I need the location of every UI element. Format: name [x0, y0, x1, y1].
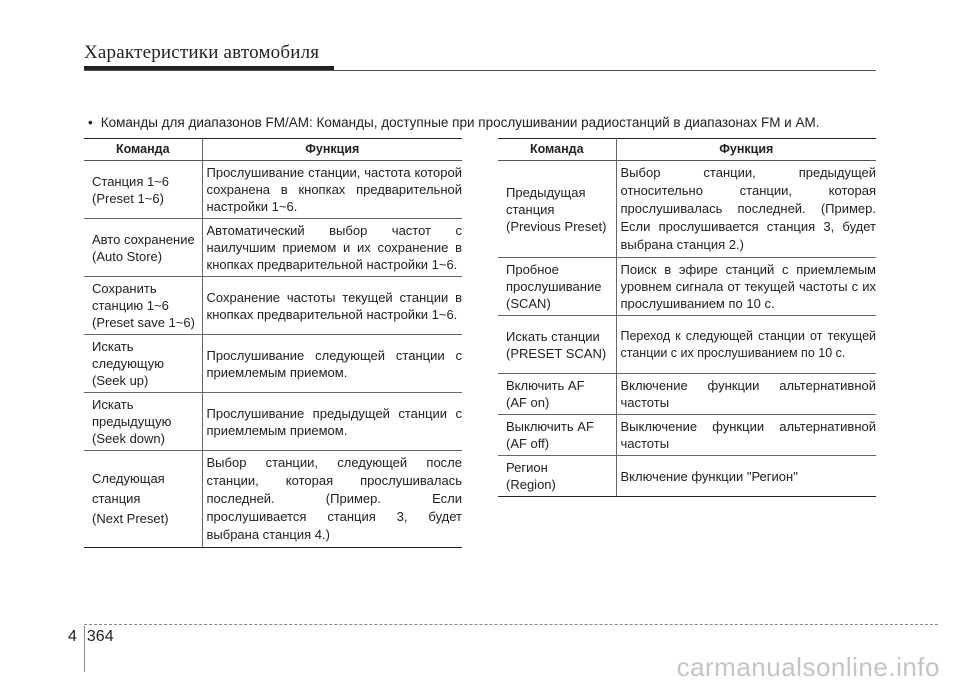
intro-text: Команды для диапазонов FM/AM: Команды, доступные при прослушивании радиостанций в диапазонах FM и AM.	[100, 115, 820, 130]
command-cell	[498, 374, 616, 415]
column-header-command: Команда	[84, 139, 202, 161]
column-header-function: Функция	[616, 139, 876, 161]
function-text: Переход к следующей станции от текущей станции с их прослушиванием по 10 с.	[620, 328, 876, 360]
command-text: Искать следующую (Seek up)	[92, 339, 164, 388]
table-row	[84, 393, 462, 451]
function-text: Выбор станции, предыдущей относительно станции, которая прослушивалась последней. (Пример. Если прослушивается станция 3, будет выбрана станция 2.)	[620, 165, 876, 252]
command-text: Авто сохранение (Auto Store)	[92, 231, 195, 264]
table-row	[498, 316, 876, 374]
page-header-title: Характеристики автомобиля	[84, 42, 320, 63]
command-text: Пробное прослушивание (SCAN)	[506, 262, 602, 311]
column-header-command: Команда	[498, 139, 616, 161]
command-cell	[498, 258, 616, 316]
command-cell	[498, 161, 616, 258]
command-cell	[84, 219, 202, 277]
table-row	[498, 258, 876, 316]
chapter-number: 4	[68, 628, 77, 645]
command-cell	[84, 277, 202, 335]
left-command-table	[84, 138, 462, 548]
column-header-function: Функция	[202, 139, 462, 161]
function-text: Прослушивание станции, частота которой сохранена в кнопках предварительной настройки 1~6.	[206, 165, 462, 214]
page-number-value: 364	[86, 628, 114, 645]
function-text: Поиск в эфире станций с приемлемым уровнем сигнала от текущей частоты с их прослушиванием по 10 с.	[620, 262, 876, 311]
command-cell	[84, 451, 202, 548]
page-number	[68, 628, 114, 646]
function-cell	[202, 393, 462, 451]
table-row	[84, 219, 462, 277]
command-text: Сохранить станцию 1~6 (Preset save 1~6)	[92, 281, 195, 330]
function-cell	[202, 161, 462, 219]
function-text: Включение функции альтернативной частоты	[620, 378, 876, 410]
function-cell	[616, 456, 876, 497]
bullet-icon: •	[88, 115, 93, 130]
function-cell	[616, 374, 876, 415]
command-cell	[84, 393, 202, 451]
command-text: Искать предыдущую (Seek down)	[92, 397, 172, 446]
function-cell	[202, 451, 462, 548]
function-text: Сохранение частоты текущей станции в кнопках предварительной настройки 1~6.	[206, 289, 462, 322]
table-row	[84, 161, 462, 219]
function-text: Прослушивание предыдущей станции с приемлемым приемом.	[206, 405, 462, 438]
function-cell	[616, 316, 876, 374]
command-text: Включить AF (AF on)	[506, 378, 585, 410]
function-cell	[202, 219, 462, 277]
table-row	[498, 456, 876, 497]
table-header-row	[498, 139, 876, 161]
table-row	[84, 277, 462, 335]
command-text: Предыдущая станция (Previous Preset)	[506, 184, 607, 234]
function-text: Прослушивание следующей станции с приемлемым приемом.	[206, 347, 462, 380]
command-text: Регион (Region)	[506, 460, 556, 492]
table-row	[498, 374, 876, 415]
command-text: Следующая станция (Next Preset)	[92, 471, 169, 526]
command-text: Выключить AF (AF off)	[506, 419, 594, 451]
command-cell	[498, 415, 616, 456]
function-text: Выключение функции альтернативной частоты	[620, 419, 876, 451]
table-row	[498, 161, 876, 258]
command-cell	[84, 335, 202, 393]
header-rule	[84, 70, 876, 71]
command-cell	[498, 456, 616, 497]
right-command-table	[498, 138, 876, 497]
table-row	[84, 451, 462, 548]
footer-dashed-rule	[84, 624, 938, 625]
table-header-row	[84, 139, 462, 161]
table-row	[498, 415, 876, 456]
function-cell	[616, 415, 876, 456]
function-cell	[616, 161, 876, 258]
command-cell	[84, 161, 202, 219]
command-cell	[498, 316, 616, 374]
function-text: Включение функции "Регион"	[620, 468, 798, 484]
function-cell	[202, 335, 462, 393]
watermark-text: carmanualsonline.info	[676, 652, 940, 682]
function-text: Автоматический выбор частот с наилучшим приемом и их сохранение в кнопках предварительной настройки 1~6.	[206, 223, 462, 272]
function-cell	[202, 277, 462, 335]
command-text: Станция 1~6 (Preset 1~6)	[92, 173, 170, 206]
table-row	[84, 335, 462, 393]
function-cell	[616, 258, 876, 316]
command-text: Искать станции (PRESET SCAN)	[506, 328, 607, 361]
intro-paragraph	[88, 115, 878, 130]
function-text: Выбор станции, следующей после станции, которая прослушивалась последней. (Пример. Если прослушивается станция 3, будет выбрана станция 4.)	[206, 455, 462, 542]
